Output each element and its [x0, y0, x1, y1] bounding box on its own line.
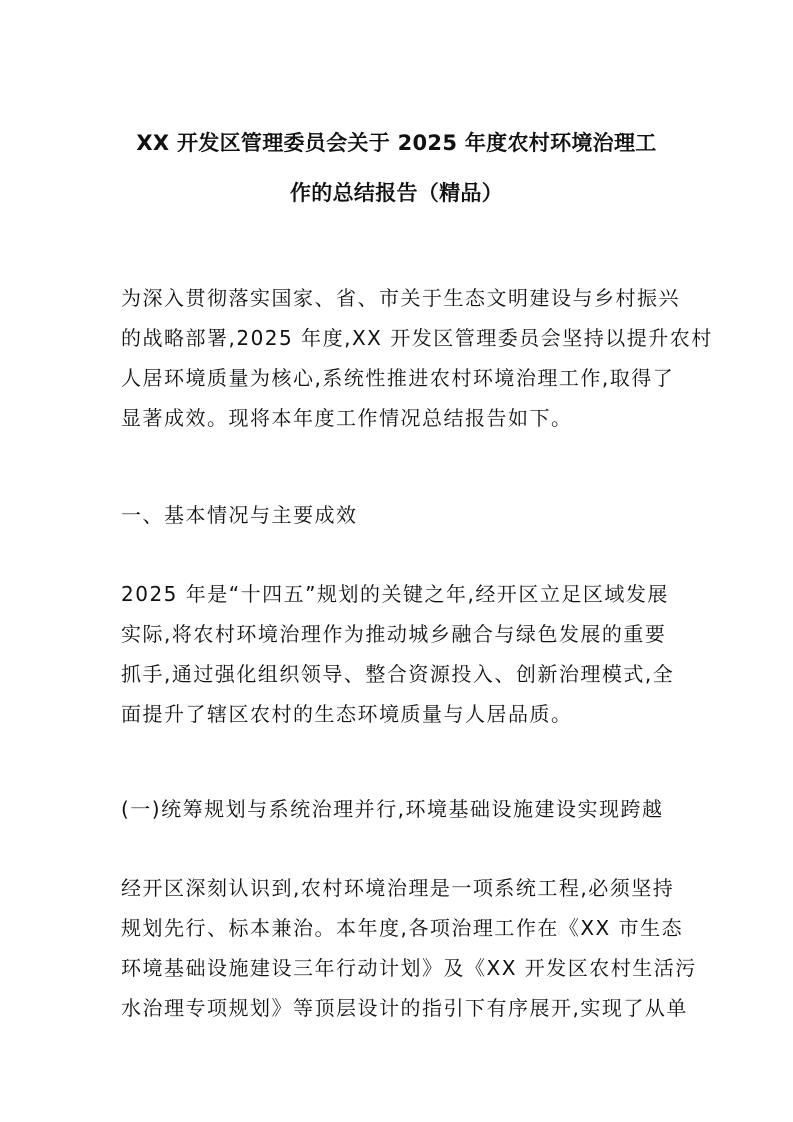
- paragraph-line: 环境基础设施建设三年行动计划》及《XX 开发区农村生活污: [121, 956, 697, 980]
- paragraph-line: 人居环境质量为核心,系统性推进农村环境治理工作,取得了: [121, 366, 675, 390]
- section-1-paragraph: [121, 574, 677, 734]
- paragraph-line: 经开区深刻认识到,农村环境治理是一项系统工程,必须坚持: [121, 876, 675, 900]
- paragraph-line: 抓手,通过强化组织领导、整合资源投入、创新治理模式,全: [121, 662, 675, 686]
- paragraph-line: 水治理专项规划》等顶层设计的指引下有序展开,实现了从单: [121, 996, 688, 1020]
- intro-paragraph: [121, 278, 713, 438]
- subsection-heading-1: (一)统筹规划与系统治理并行,环境基础设施建设实现跨越: [121, 797, 664, 821]
- paragraph-line: 为深入贯彻落实国家、省、市关于生态文明建设与乡村振兴: [121, 286, 680, 310]
- paragraph-line: 2025 年是“十四五”规划的关键之年,经开区立足区域发展: [121, 582, 669, 606]
- paragraph-line: 显著成效。现将本年度工作情况总结报告如下。: [121, 406, 573, 430]
- document-title-line-1: XX 开发区管理委员会关于 2025 年度农村环境治理工: [136, 131, 657, 155]
- paragraph-line: 实际,将农村环境治理作为推动城乡融合与绿色发展的重要: [121, 622, 667, 646]
- paragraph-line: 的战略部署,2025 年度,XX 开发区管理委员会坚持以提升农村: [121, 326, 713, 350]
- subsection-1-paragraph: [121, 868, 697, 1028]
- section-heading-1: 一、基本情况与主要成效: [121, 503, 358, 527]
- paragraph-line: 规划先行、标本兼治。本年度,各项治理工作在《XX 市生态: [121, 916, 684, 940]
- document-title-line-2: 作的总结报告（精品）: [290, 181, 503, 205]
- paragraph-line: 面提升了辖区农村的生态环境质量与人居品质。: [121, 702, 573, 726]
